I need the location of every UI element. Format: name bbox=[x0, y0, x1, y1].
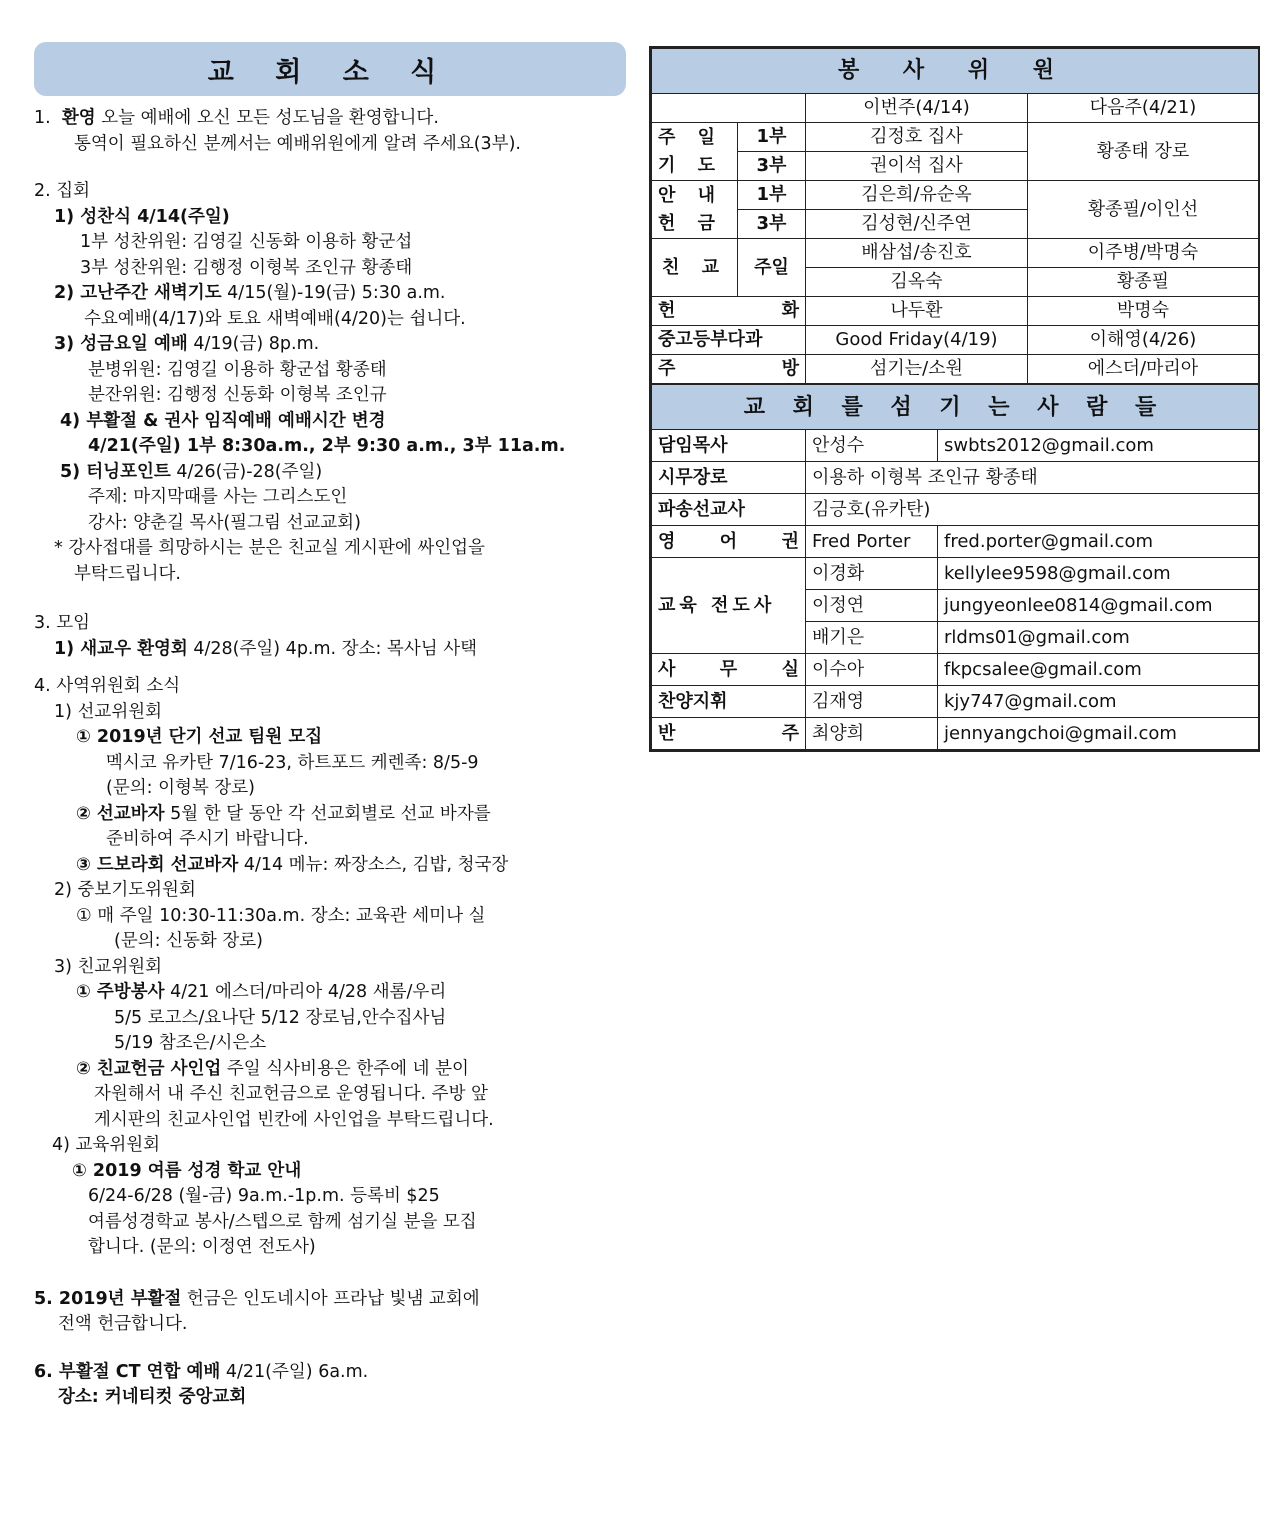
item-line: 5/5 로고스/요나단 5/12 장로님,안수집사님 bbox=[114, 1007, 447, 1028]
item-heading: 5) 터닝포인트 4/26(금)-28(주일) bbox=[60, 461, 323, 482]
table-row bbox=[652, 654, 1259, 686]
this-week-header: 이번주(4/14) bbox=[806, 94, 1028, 123]
table-row bbox=[652, 526, 1259, 558]
welcome-line2: 통역이 필요하신 분께서는 예배위원에게 알려 주세요(3부). bbox=[74, 133, 521, 154]
item-line: ① 매 주일 10:30-11:30a.m. 장소: 교육관 세미나 실 bbox=[76, 905, 486, 926]
prayer-this-3: 권이석 집사 bbox=[806, 152, 1028, 181]
staff-role: 찬양지휘 bbox=[652, 686, 806, 718]
youth-this: Good Friday(4/19) bbox=[806, 326, 1028, 355]
item-line: 수요예배(4/17)와 토요 새벽예배(4/20)는 쉽니다. bbox=[84, 308, 466, 329]
fellowship-next-1: 이주병/박명숙 bbox=[1028, 239, 1259, 268]
service-committee-table bbox=[651, 48, 1259, 384]
part-label: 3부 bbox=[738, 152, 806, 181]
table-row bbox=[652, 494, 1259, 526]
section-heading: 3. 모임 bbox=[34, 613, 91, 633]
item-line: 분병위원: 김영길 이용하 황군섭 황종태 bbox=[88, 359, 387, 380]
staff-role: 반 주 bbox=[652, 718, 806, 750]
staff-email: rldms01@gmail.com bbox=[938, 622, 1259, 654]
news-body bbox=[34, 106, 626, 1411]
staff-email: kjy747@gmail.com bbox=[938, 686, 1259, 718]
staff-email: fred.porter@gmail.com bbox=[938, 526, 1259, 558]
item-heading: 4) 부활절 & 권사 임직예배 예배시간 변경 bbox=[60, 410, 386, 431]
fellowship-this-1: 배삼섭/송진호 bbox=[806, 239, 1028, 268]
kitchen-this: 섬기는/소원 bbox=[806, 355, 1028, 384]
item-heading: 1) 성찬식 4/14(주일) bbox=[54, 206, 230, 227]
table-row bbox=[652, 430, 1259, 462]
item-heading: ③ 드보라회 선교바자 4/14 메뉴: 짜장소스, 김밥, 청국장 bbox=[76, 854, 509, 875]
flower-label: 헌 화 bbox=[652, 297, 806, 326]
blank-cell bbox=[652, 94, 806, 123]
item-line: 멕시코 유카탄 7/16-23, 하트포드 케렌족: 8/5-9 bbox=[106, 752, 479, 773]
section-heading: 4. 사역위원회 소식 bbox=[34, 676, 181, 696]
usher-this-1: 김은희/유순옥 bbox=[806, 181, 1028, 210]
item-heading: 3) 친교위원회 bbox=[54, 956, 163, 977]
item-line: 전액 헌금합니다. bbox=[58, 1314, 188, 1334]
welcome-line: 1. 환영 오늘 예배에 오신 모든 성도님을 환영합니다. bbox=[34, 108, 439, 128]
staff-name: 최양희 bbox=[806, 718, 938, 750]
item-heading: 1) 선교위원회 bbox=[54, 701, 163, 722]
item-line: 강사: 양춘길 목사(필그림 선교교회) bbox=[88, 512, 361, 533]
fellowship-this-2: 김옥숙 bbox=[806, 268, 1028, 297]
item-heading: ① 2019년 단기 선교 팀원 모집 bbox=[76, 727, 323, 747]
staff-role: 영 어 권 bbox=[652, 526, 806, 558]
item-line: 주제: 마지막때를 사는 그리스도인 bbox=[88, 487, 348, 507]
staff-name: 김긍호(유카탄) bbox=[806, 494, 1259, 526]
item-heading: ① 2019 여름 성경 학교 안내 bbox=[72, 1160, 302, 1181]
item-line: 5/19 참조은/시은소 bbox=[114, 1033, 267, 1053]
fellowship-label: 친 교 bbox=[652, 239, 738, 297]
table-row bbox=[652, 686, 1259, 718]
item-heading: 4) 교육위원회 bbox=[52, 1135, 161, 1155]
fellowship-next-2: 황종필 bbox=[1028, 268, 1259, 297]
news-title: 교 회 소 식 bbox=[34, 42, 626, 96]
item-line: 4/21(주일) 1부 8:30a.m., 2부 9:30 a.m., 3부 11a.m. bbox=[88, 436, 566, 456]
item-heading: 2) 중보기도위원회 bbox=[54, 880, 196, 900]
item-line: 준비하여 주시기 바랍니다. bbox=[106, 829, 309, 849]
kitchen-label: 주 방 bbox=[652, 355, 806, 384]
item-line: 분잔위원: 김행정 신동화 이형복 조인규 bbox=[88, 385, 387, 405]
staff-email: jungyeonlee0814@gmail.com bbox=[938, 590, 1259, 622]
flower-next: 박명숙 bbox=[1028, 297, 1259, 326]
item-line: (문의: 이형복 장로) bbox=[106, 778, 256, 798]
youth-next: 이해영(4/26) bbox=[1028, 326, 1259, 355]
flower-this: 나두환 bbox=[806, 297, 1028, 326]
item-line: 3부 성찬위원: 김행정 이형복 조인규 황종태 bbox=[80, 257, 413, 278]
church-news bbox=[34, 42, 626, 1411]
item-heading: 1) 새교우 환영회 4/28(주일) 4p.m. 장소: 목사님 사택 bbox=[54, 638, 478, 659]
staff-title: 교 회 를 섬 기 는 사 람 들 bbox=[652, 385, 1259, 430]
part-label: 3부 bbox=[738, 210, 806, 239]
item-line: 합니다. (문의: 이정연 전도사) bbox=[88, 1237, 316, 1257]
staff-email: kellylee9598@gmail.com bbox=[938, 558, 1259, 590]
section-heading: 5. 2019년 부활절 헌금은 인도네시아 프라납 빛냄 교회에 bbox=[34, 1288, 480, 1309]
staff-name: 배기은 bbox=[806, 622, 938, 654]
item-heading: ① 주방봉사 4/21 에스더/마리아 4/28 새롬/우리 bbox=[76, 982, 447, 1002]
table-row bbox=[652, 462, 1259, 494]
next-week-header: 다음주(4/21) bbox=[1028, 94, 1259, 123]
item-line: 게시판의 친교사인업 빈칸에 사인업을 부탁드립니다. bbox=[94, 1109, 494, 1130]
fellowship-sub: 주일 bbox=[738, 239, 806, 297]
item-line: 장소: 커네티컷 중앙교회 bbox=[58, 1387, 247, 1407]
item-line: (문의: 신동화 장로) bbox=[114, 931, 264, 951]
part-label: 1부 bbox=[738, 181, 806, 210]
staff-role: 교육 전도사 bbox=[652, 558, 806, 654]
staff-email: swbts2012@gmail.com bbox=[938, 430, 1259, 462]
staff-role: 파송선교사 bbox=[652, 494, 806, 526]
section-heading: 6. 부활절 CT 연합 예배 4/21(주일) 6a.m. bbox=[34, 1361, 369, 1382]
note-line: 부탁드립니다. bbox=[74, 563, 181, 584]
staff-table bbox=[651, 384, 1259, 750]
staff-name: 이경화 bbox=[806, 558, 938, 590]
item-line: 6/24-6/28 (월-금) 9a.m.-1p.m. 등록비 $25 bbox=[88, 1186, 440, 1206]
note-line: * 강사접대를 희망하시는 분은 친교실 게시판에 싸인업을 bbox=[54, 538, 485, 558]
table-row bbox=[652, 558, 1259, 590]
staff-email: fkpcsalee@gmail.com bbox=[938, 654, 1259, 686]
staff-name: 이수아 bbox=[806, 654, 938, 686]
item-line: 여름성경학교 봉사/스텝으로 함께 섬기실 분을 모집 bbox=[88, 1211, 477, 1232]
usher-label: 안 내 헌 금 bbox=[652, 181, 738, 239]
staff-name: 안성수 bbox=[806, 430, 938, 462]
staff-name: 이정연 bbox=[806, 590, 938, 622]
kitchen-next: 에스더/마리아 bbox=[1028, 355, 1259, 384]
usher-next: 황종필/이인선 bbox=[1028, 181, 1259, 239]
staff-role: 시무장로 bbox=[652, 462, 806, 494]
staff-name: 이용하 이형복 조인규 황종태 bbox=[806, 462, 1259, 494]
usher-this-3: 김성현/신주연 bbox=[806, 210, 1028, 239]
staff-role: 사 무 실 bbox=[652, 654, 806, 686]
service-title: 봉 사 위 원 bbox=[652, 49, 1259, 94]
item-heading: ② 친교헌금 사인업 주일 식사비용은 한주에 네 분이 bbox=[76, 1058, 469, 1079]
staff-name: 김재영 bbox=[806, 686, 938, 718]
prayer-next: 황종태 장로 bbox=[1028, 123, 1259, 181]
staff-role: 담임목사 bbox=[652, 430, 806, 462]
item-heading: 3) 성금요일 예배 4/19(금) 8p.m. bbox=[54, 334, 320, 354]
section-heading: 2. 집회 bbox=[34, 181, 91, 201]
staff-email: jennyangchoi@gmail.com bbox=[938, 718, 1259, 750]
item-heading: 2) 고난주간 새벽기도 4/15(월)-19(금) 5:30 a.m. bbox=[54, 283, 446, 303]
table-row bbox=[652, 718, 1259, 750]
youth-label: 중고등부다과 bbox=[652, 326, 806, 355]
prayer-label: 주 일 기 도 bbox=[652, 123, 738, 181]
prayer-this-1: 김정호 집사 bbox=[806, 123, 1028, 152]
service-tables bbox=[649, 46, 1260, 752]
item-heading: ② 선교바자 5월 한 달 동안 각 선교회별로 선교 바자를 bbox=[76, 803, 491, 824]
item-line: 자원해서 내 주신 친교헌금으로 운영됩니다. 주방 앞 bbox=[94, 1084, 488, 1104]
staff-name: Fred Porter bbox=[806, 526, 938, 558]
part-label: 1부 bbox=[738, 123, 806, 152]
item-line: 1부 성찬위원: 김영길 신동화 이용하 황군섭 bbox=[80, 232, 413, 252]
